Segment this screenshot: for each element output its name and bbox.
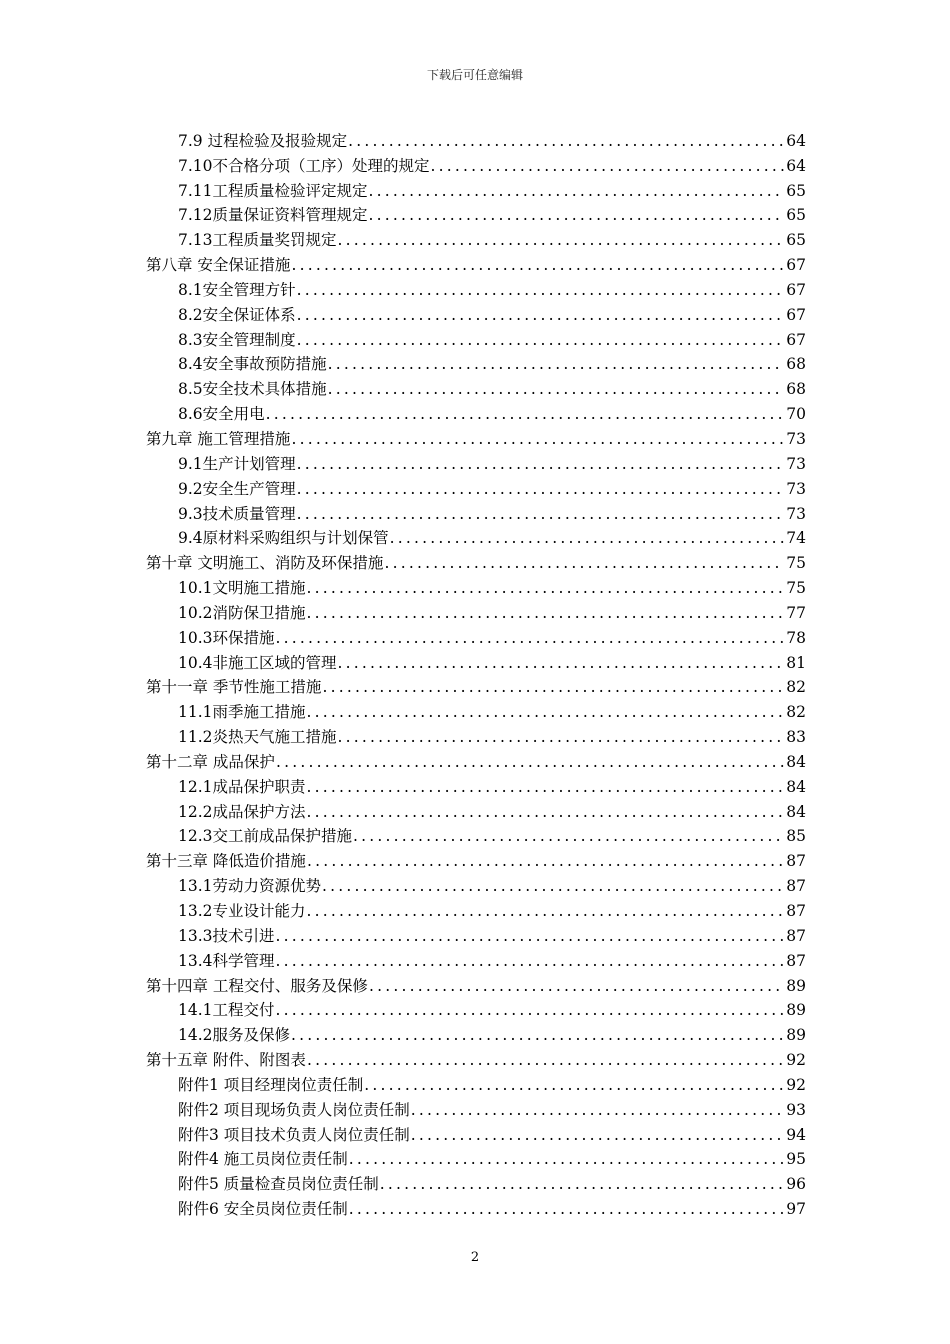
- toc-page-number: 84: [786, 752, 806, 771]
- toc-page-number: 89: [786, 976, 806, 995]
- toc-section-entry[interactable]: [146, 921, 806, 946]
- toc-entry-title: 9.4原材料采购组织与计划保管: [178, 529, 389, 548]
- toc-dot-leader: [369, 976, 784, 996]
- table-of-contents: [146, 126, 806, 1219]
- toc-page-number: 84: [786, 802, 806, 821]
- toc-section-entry[interactable]: [146, 449, 806, 474]
- toc-dot-leader: [307, 702, 785, 722]
- toc-entry-title: 附件3 项目技术负责人岗位责任制: [178, 1125, 410, 1144]
- toc-section-entry[interactable]: [146, 1095, 806, 1120]
- toc-entry-title: 13.2专业设计能力: [178, 902, 306, 920]
- toc-section-entry[interactable]: [146, 697, 806, 722]
- toc-dot-leader: [411, 1100, 784, 1120]
- toc-section-entry[interactable]: [146, 1120, 806, 1145]
- toc-page-number: 67: [786, 305, 806, 324]
- toc-page-number: 87: [786, 877, 806, 896]
- toc-page-number: 65: [786, 181, 806, 200]
- toc-entry-title: 14.1工程交付: [178, 1001, 275, 1020]
- toc-entry-title: 8.2安全保证体系: [178, 305, 296, 324]
- toc-dot-leader: [307, 901, 785, 921]
- toc-dot-leader: [411, 1125, 784, 1145]
- toc-page-number: 73: [786, 479, 806, 498]
- toc-entry-title: 8.3安全管理制度: [178, 330, 296, 349]
- toc-dot-leader: [369, 205, 785, 225]
- toc-dot-leader: [384, 553, 784, 573]
- toc-page-number: 95: [786, 1150, 806, 1169]
- toc-page-number: 64: [786, 156, 806, 175]
- toc-chapter-entry[interactable]: [146, 250, 806, 275]
- toc-dot-leader: [307, 603, 785, 623]
- toc-entry-title: 第十三章 降低造价措施: [146, 852, 306, 871]
- toc-entry-title: 9.3技术质量管理: [178, 504, 296, 523]
- toc-entry-title: 7.13工程质量奖罚规定: [178, 231, 337, 250]
- toc-dot-leader: [291, 1025, 784, 1045]
- toc-section-entry[interactable]: [146, 126, 806, 151]
- toc-page-number: 92: [786, 1051, 806, 1070]
- toc-dot-leader: [338, 230, 785, 250]
- toc-entry-title: 第十章 文明施工、消防及环保措施: [146, 554, 384, 573]
- page-number: 2: [470, 1250, 480, 1265]
- toc-dot-leader: [297, 504, 785, 524]
- toc-page-number: 89: [786, 1026, 806, 1045]
- toc-section-entry[interactable]: [146, 350, 806, 375]
- toc-section-entry[interactable]: [146, 176, 806, 201]
- toc-page-number: 89: [786, 1001, 806, 1020]
- toc-section-entry[interactable]: [146, 275, 806, 300]
- toc-dot-leader: [307, 802, 785, 822]
- toc-dot-leader: [297, 280, 785, 300]
- toc-dot-leader: [291, 429, 784, 449]
- toc-entry-title: 10.1文明施工措施: [178, 579, 306, 598]
- toc-entry-title: 8.6安全用电: [178, 405, 265, 424]
- toc-entry-title: 附件5 质量检查员岗位责任制: [178, 1175, 379, 1194]
- toc-section-entry[interactable]: [146, 623, 806, 648]
- toc-page-number: 68: [786, 380, 806, 399]
- toc-dot-leader: [380, 1174, 784, 1194]
- toc-dot-leader: [297, 305, 785, 325]
- toc-chapter-entry[interactable]: [146, 424, 806, 449]
- toc-entry-title: 附件2 项目现场负责人岗位责任制: [178, 1100, 410, 1119]
- toc-section-entry[interactable]: [146, 374, 806, 399]
- toc-entry-title: 12.1成品保护职责: [178, 777, 306, 796]
- toc-section-entry[interactable]: [146, 399, 806, 424]
- toc-entry-title: 附件6 安全员岗位责任制: [178, 1200, 348, 1219]
- toc-page-number: 92: [786, 1075, 806, 1094]
- toc-section-entry[interactable]: [146, 300, 806, 325]
- toc-entry-title: 13.4科学管理: [178, 951, 275, 970]
- toc-page-number: 87: [786, 951, 806, 970]
- toc-section-entry[interactable]: [146, 1020, 806, 1045]
- toc-dot-leader: [307, 851, 784, 871]
- toc-dot-leader: [276, 951, 785, 971]
- toc-section-entry[interactable]: [146, 1070, 806, 1095]
- toc-page-number: 67: [786, 330, 806, 349]
- toc-dot-leader: [349, 1149, 784, 1169]
- toc-dot-leader: [291, 255, 784, 275]
- toc-page-number: 75: [786, 579, 806, 598]
- toc-dot-leader: [369, 181, 785, 201]
- toc-section-entry[interactable]: [146, 225, 806, 250]
- toc-dot-leader: [348, 131, 784, 151]
- toc-section-entry[interactable]: [146, 896, 806, 921]
- toc-page-number: 83: [786, 728, 806, 747]
- toc-entry-title: 14.2服务及保修: [178, 1026, 291, 1045]
- toc-section-entry[interactable]: [146, 201, 806, 226]
- toc-page-number: 67: [786, 280, 806, 299]
- toc-dot-leader: [338, 653, 785, 673]
- toc-page-number: 70: [786, 405, 806, 424]
- toc-dot-leader: [266, 404, 785, 424]
- toc-dot-leader: [276, 926, 785, 946]
- toc-page-number: 74: [786, 529, 806, 548]
- toc-entry-title: 10.3环保措施: [178, 628, 275, 647]
- toc-dot-leader: [328, 379, 785, 399]
- toc-page-number: 87: [786, 926, 806, 945]
- toc-section-entry[interactable]: [146, 871, 806, 896]
- toc-page-number: 87: [786, 852, 806, 871]
- toc-section-entry[interactable]: [146, 772, 806, 797]
- toc-page-number: 73: [786, 454, 806, 473]
- toc-dot-leader: [307, 1050, 784, 1070]
- toc-entry-title: 7.11工程质量检验评定规定: [178, 181, 368, 200]
- toc-entry-title: 7.10不合格分项（工序）处理的规定: [178, 156, 430, 175]
- toc-dot-leader: [276, 1000, 785, 1020]
- toc-entry-title: 10.4非施工区域的管理: [178, 653, 337, 672]
- toc-page-number: 85: [786, 827, 806, 846]
- toc-page-number: 68: [786, 355, 806, 374]
- toc-page-number: 82: [786, 678, 806, 697]
- toc-section-entry[interactable]: [146, 722, 806, 747]
- toc-dot-leader: [328, 354, 785, 374]
- toc-page-number: 67: [786, 256, 806, 275]
- toc-dot-leader: [307, 777, 785, 797]
- toc-entry-title: 第十五章 附件、附图表: [146, 1051, 306, 1070]
- toc-entry-title: 10.2消防保卫措施: [178, 603, 306, 622]
- toc-section-entry[interactable]: [146, 474, 806, 499]
- toc-entry-title: 第十四章 工程交付、服务及保修: [146, 976, 368, 995]
- toc-section-entry[interactable]: [146, 1145, 806, 1170]
- toc-section-entry[interactable]: [146, 598, 806, 623]
- toc-entry-title: 第十一章 季节性施工措施: [146, 678, 322, 697]
- toc-section-entry[interactable]: [146, 1169, 806, 1194]
- toc-page-number: 82: [786, 703, 806, 722]
- toc-entry-title: 9.1生产计划管理: [178, 454, 296, 473]
- toc-dot-leader: [390, 528, 785, 548]
- toc-dot-leader: [297, 454, 785, 474]
- toc-section-entry[interactable]: [146, 946, 806, 971]
- toc-page-number: 77: [786, 603, 806, 622]
- toc-entry-title: 第九章 施工管理措施: [146, 429, 291, 448]
- toc-entry-title: 13.3技术引进: [178, 926, 275, 945]
- page-header: 下载后可任意编辑: [426, 68, 523, 82]
- toc-page-number: 96: [786, 1175, 806, 1194]
- toc-dot-leader: [322, 677, 784, 697]
- toc-section-entry[interactable]: [146, 822, 806, 847]
- toc-entry-title: 第十二章 成品保护: [146, 752, 275, 771]
- toc-entry-title: 附件4 施工员岗位责任制: [178, 1150, 348, 1169]
- toc-dot-leader: [364, 1075, 784, 1095]
- toc-page-number: 75: [786, 554, 806, 573]
- toc-page-number: 65: [786, 206, 806, 225]
- toc-section-entry[interactable]: [146, 499, 806, 524]
- toc-dot-leader: [297, 330, 785, 350]
- toc-page-number: 94: [786, 1125, 806, 1144]
- toc-entry-title: 9.2安全生产管理: [178, 479, 296, 498]
- toc-page-number: 93: [786, 1100, 806, 1119]
- toc-entry-title: 11.2炎热天气施工措施: [178, 728, 337, 747]
- toc-page-number: 78: [786, 628, 806, 647]
- toc-section-entry[interactable]: [146, 1194, 806, 1219]
- toc-dot-leader: [297, 479, 785, 499]
- toc-chapter-entry[interactable]: [146, 1045, 806, 1070]
- toc-page-number: 87: [786, 902, 806, 920]
- toc-page-number: 73: [786, 429, 806, 448]
- toc-section-entry[interactable]: [146, 996, 806, 1021]
- toc-section-entry[interactable]: [146, 151, 806, 176]
- toc-dot-leader: [353, 826, 784, 846]
- toc-section-entry[interactable]: [146, 524, 806, 549]
- toc-entry-title: 12.2成品保护方法: [178, 802, 306, 821]
- toc-section-entry[interactable]: [146, 573, 806, 598]
- toc-entry-title: 7.12质量保证资料管理规定: [178, 206, 368, 225]
- toc-page-number: 65: [786, 231, 806, 250]
- toc-dot-leader: [307, 578, 785, 598]
- toc-entry-title: 8.5安全技术具体措施: [178, 380, 327, 399]
- toc-dot-leader: [276, 752, 784, 772]
- toc-chapter-entry[interactable]: [146, 673, 806, 698]
- toc-page-number: 84: [786, 777, 806, 796]
- toc-dot-leader: [338, 727, 785, 747]
- toc-chapter-entry[interactable]: [146, 846, 806, 871]
- toc-page-number: 73: [786, 504, 806, 523]
- toc-dot-leader: [349, 1199, 784, 1219]
- toc-section-entry[interactable]: [146, 797, 806, 822]
- toc-entry-title: 7.9 过程检验及报验规定: [178, 131, 348, 150]
- toc-entry-title: 13.1劳动力资源优势: [178, 877, 322, 896]
- toc-section-entry[interactable]: [146, 325, 806, 350]
- toc-chapter-entry[interactable]: [146, 548, 806, 573]
- toc-chapter-entry[interactable]: [146, 747, 806, 772]
- toc-entry-title: 第八章 安全保证措施: [146, 256, 291, 275]
- toc-entry-title: 附件1 项目经理岗位责任制: [178, 1075, 364, 1094]
- toc-dot-leader: [431, 156, 785, 176]
- toc-entry-title: 11.1雨季施工措施: [178, 703, 306, 722]
- toc-page-number: 81: [786, 653, 806, 672]
- toc-page-number: 64: [786, 131, 806, 150]
- toc-section-entry[interactable]: [146, 648, 806, 673]
- toc-entry-title: 8.4安全事故预防措施: [178, 355, 327, 374]
- toc-chapter-entry[interactable]: [146, 971, 806, 996]
- toc-dot-leader: [322, 876, 784, 896]
- toc-dot-leader: [276, 628, 785, 648]
- toc-entry-title: 12.3交工前成品保护措施: [178, 827, 353, 846]
- toc-page-number: 97: [786, 1200, 806, 1219]
- toc-entry-title: 8.1安全管理方针: [178, 280, 296, 299]
